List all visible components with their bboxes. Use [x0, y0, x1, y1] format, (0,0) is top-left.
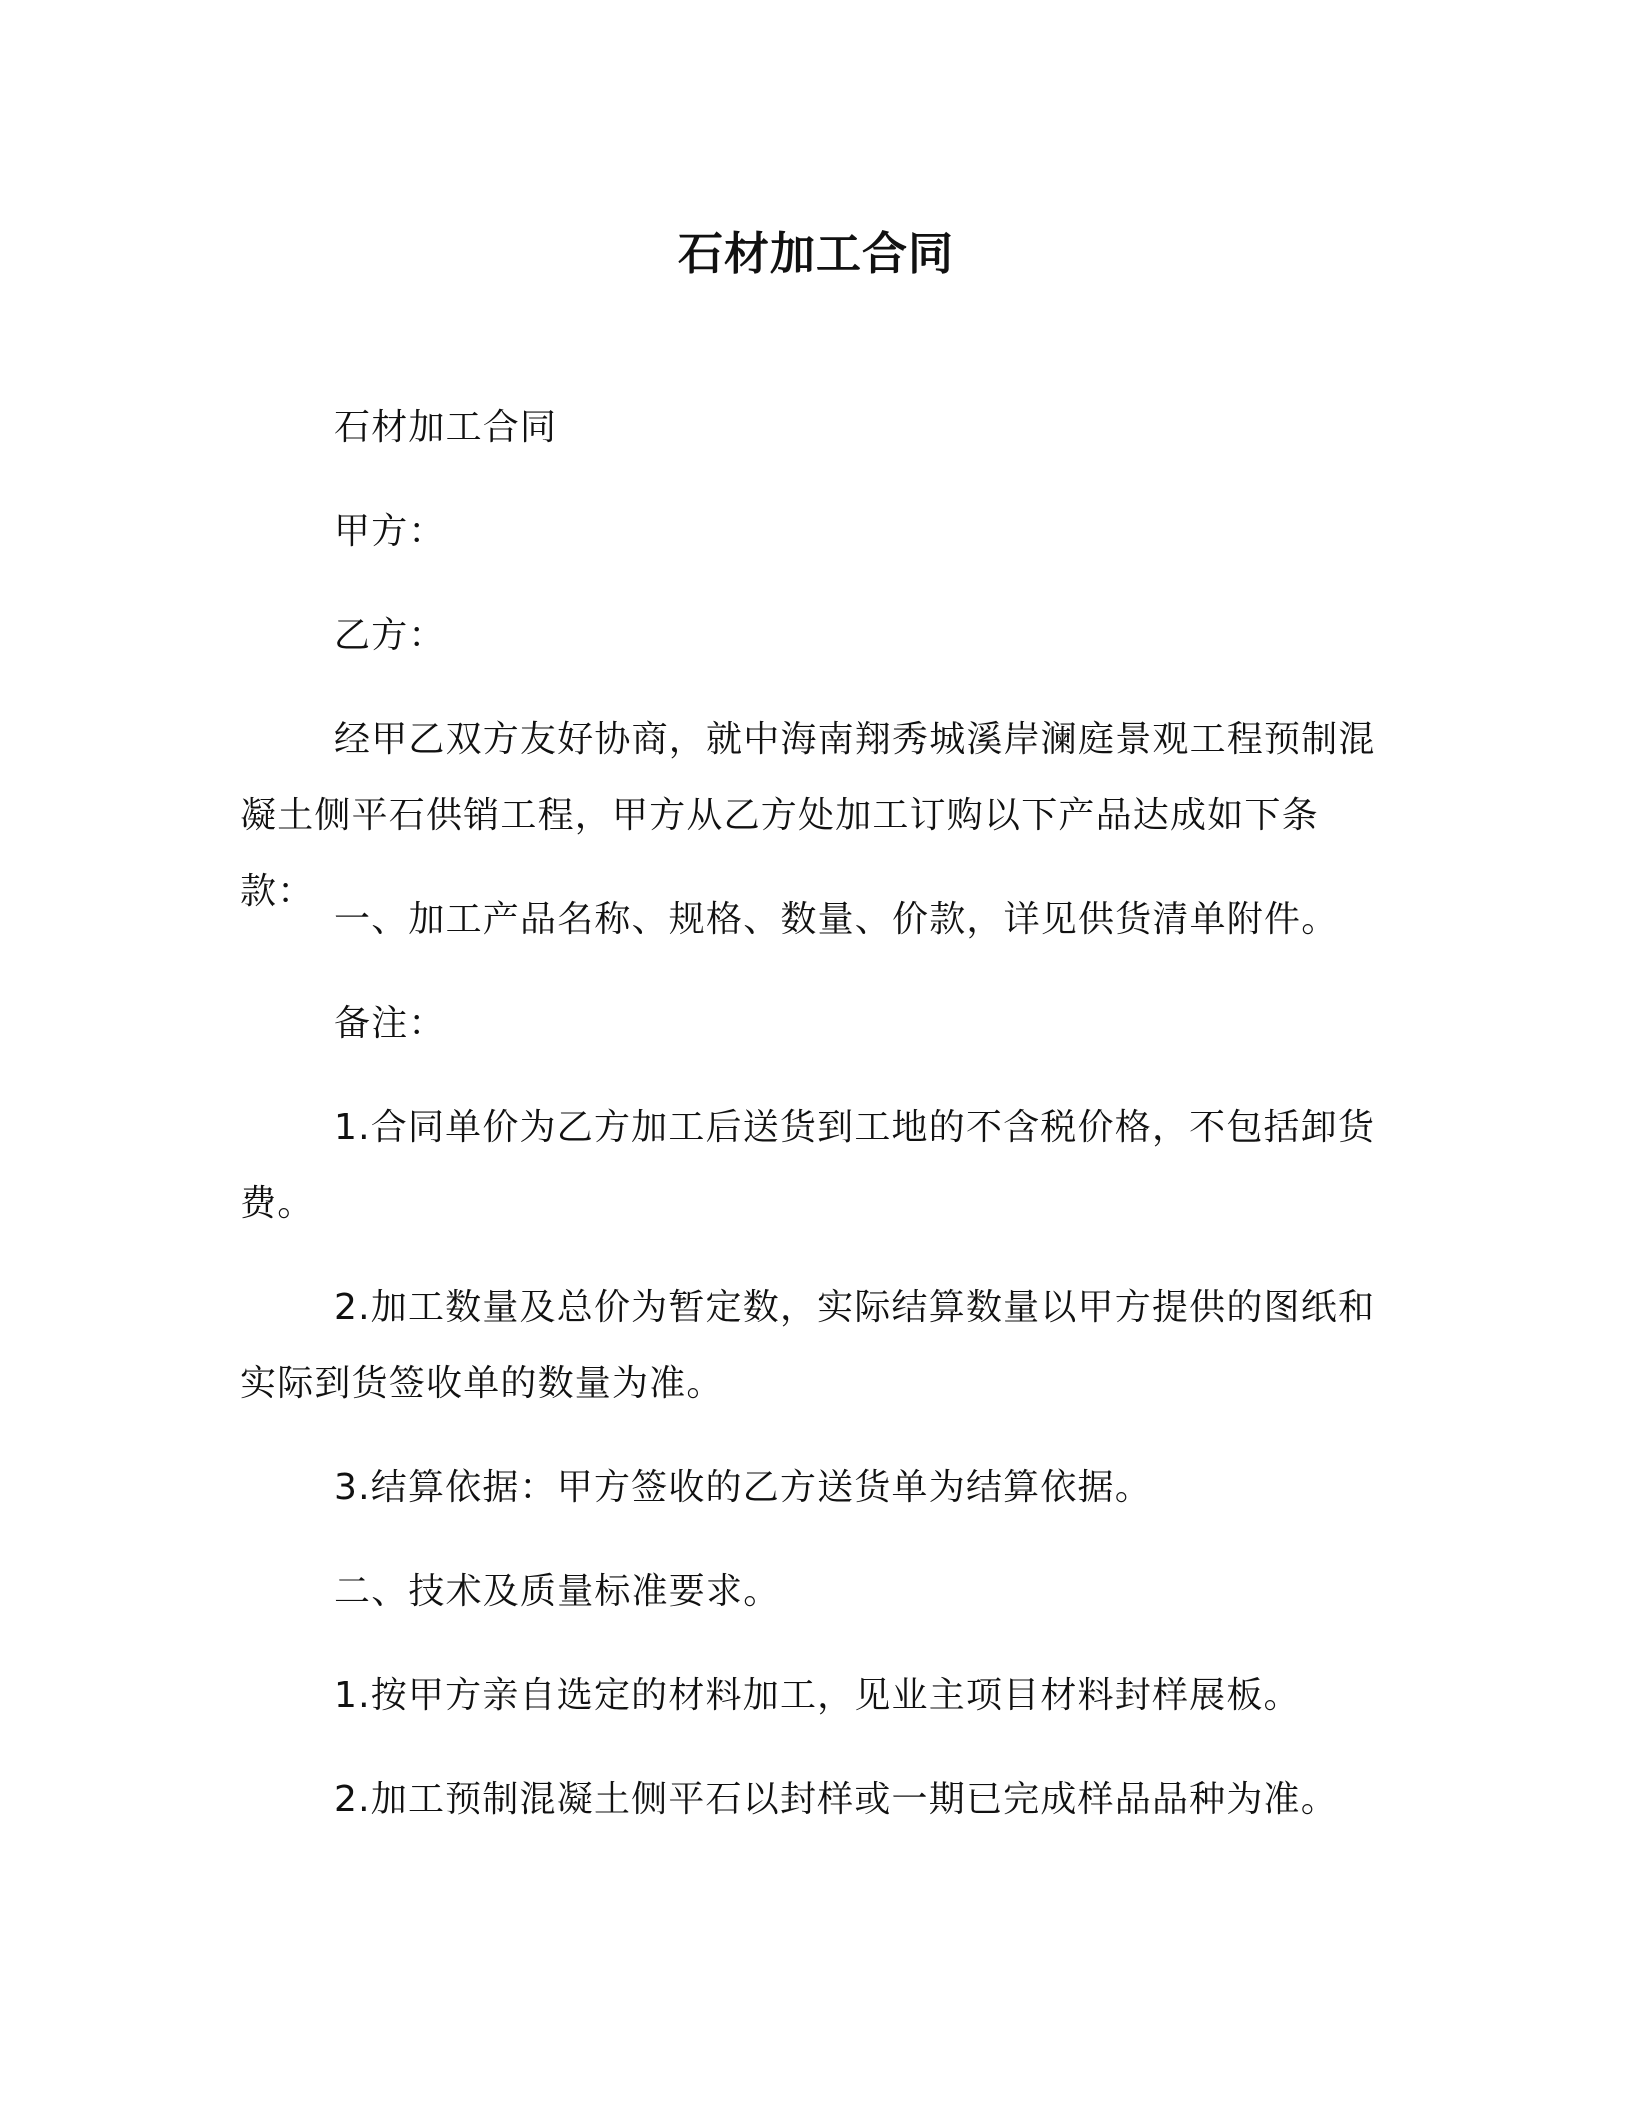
paragraph-heading: 石材加工合同	[334, 407, 558, 448]
paragraph-remark-1: 1.合同单价为乙方加工后送货到工地的不含税价格，不包括卸货费。	[240, 1107, 1376, 1224]
paragraph-requirement-1: 1.按甲方亲自选定的材料加工，见业主项目材料封样展板。	[334, 1675, 1301, 1716]
paragraph-clause-1: 一、加工产品名称、规格、数量、价款，详见供货清单附件。	[334, 899, 1339, 940]
document-title: 石材加工合同	[677, 227, 954, 280]
paragraph-requirement-2: 2.加工预制混凝土侧平石以封样或一期已完成样品品种为准。	[334, 1779, 1338, 1820]
paragraph-clause-2: 二、技术及质量标准要求。	[334, 1571, 781, 1612]
paragraph-remarks-heading: 备注：	[334, 1003, 446, 1044]
paragraph-remark-2: 2.加工数量及总价为暂定数，实际结算数量以甲方提供的图纸和实际到货签收单的数量为准。	[240, 1287, 1376, 1404]
paragraph-preamble: 经甲乙双方友好协商，就中海南翔秀城溪岸澜庭景观工程预制混凝土侧平石供销工程，甲方从乙方处加工订购以下产品达成如下条款：	[240, 719, 1376, 912]
paragraph-party-a: 甲方：	[334, 511, 446, 552]
paragraph-party-b: 乙方：	[334, 615, 446, 656]
paragraph-remark-3: 3.结算依据：甲方签收的乙方送货单为结算依据。	[334, 1467, 1152, 1508]
